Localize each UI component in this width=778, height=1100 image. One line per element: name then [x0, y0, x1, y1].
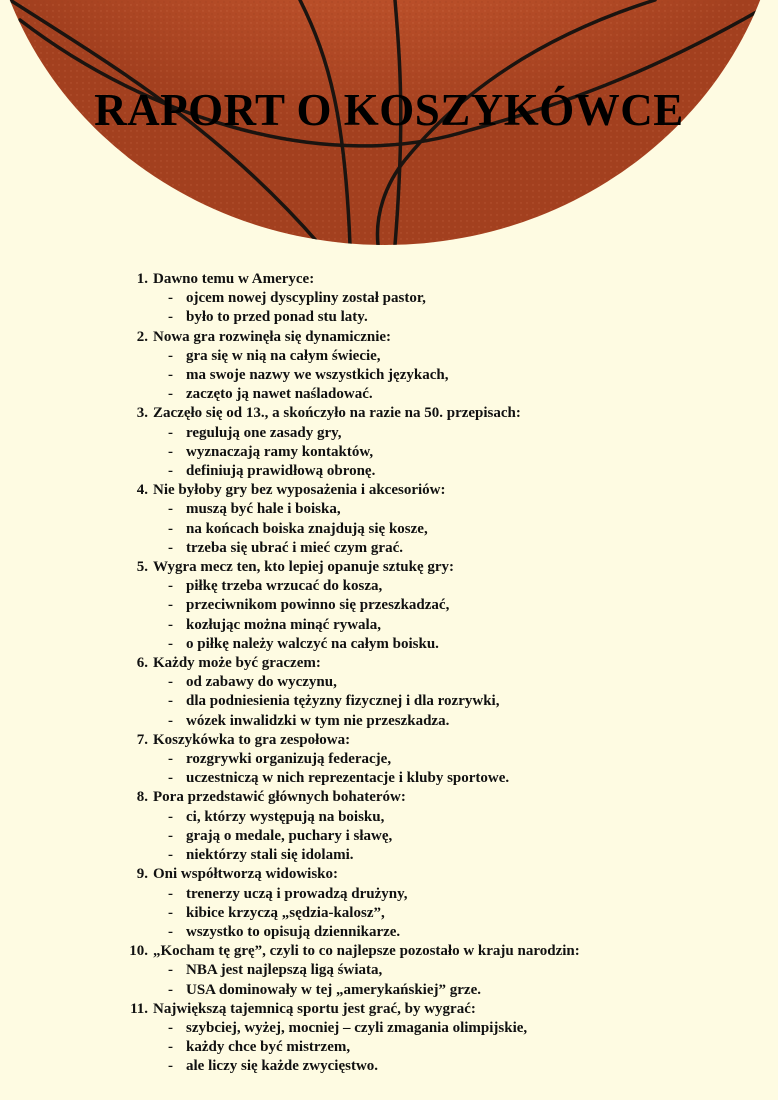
list-item: [118, 328, 758, 405]
sub-item: [118, 539, 758, 558]
sub-item-text: definiują prawidłową obronę.: [186, 463, 376, 480]
dash-bullet: -: [168, 616, 173, 633]
list-item: [118, 404, 758, 481]
item-heading: [118, 404, 758, 423]
sub-item: [118, 769, 758, 788]
sub-item: [118, 635, 758, 654]
sub-item: [118, 443, 758, 462]
page-title: RAPORT O KOSZYKÓWCE: [94, 85, 684, 135]
sub-item-text: każdy chce być mistrzem,: [186, 1039, 351, 1056]
sub-item: [118, 1038, 758, 1057]
item-number: 10.: [129, 943, 148, 960]
dash-bullet: -: [168, 1039, 173, 1056]
sub-item: [118, 616, 758, 635]
dash-bullet: -: [168, 367, 173, 384]
sub-item-text: grają o medale, puchary i sławę,: [186, 827, 393, 844]
dash-bullet: -: [168, 635, 173, 652]
sub-item-text: regulują one zasady gry,: [186, 424, 342, 441]
sub-item: [118, 846, 758, 865]
dash-bullet: -: [168, 309, 173, 326]
sub-item: [118, 961, 758, 980]
item-number: 2.: [136, 328, 148, 345]
list-item: [118, 654, 758, 731]
list-item: [118, 1000, 758, 1077]
dash-bullet: -: [168, 539, 173, 556]
sub-item: [118, 712, 758, 731]
dash-bullet: -: [168, 770, 173, 787]
sub-item: [118, 923, 758, 942]
item-number: 7.: [136, 731, 148, 748]
item-heading: [118, 942, 758, 961]
sub-item-text: gra się w nią na całym świecie,: [186, 347, 381, 364]
dash-bullet: -: [168, 962, 173, 979]
dash-bullet: -: [168, 751, 173, 768]
sub-item-text: kozłując można minąć rywala,: [186, 616, 381, 633]
item-number: 3.: [136, 405, 148, 422]
sub-item: [118, 1019, 758, 1038]
sub-item: [118, 577, 758, 596]
list-item: [118, 270, 758, 328]
list-item: [118, 558, 758, 654]
dash-bullet: -: [168, 693, 173, 710]
sub-item-text: niektórzy stali się idolami.: [186, 847, 354, 864]
dash-bullet: -: [168, 578, 173, 595]
item-number: 11.: [130, 1000, 148, 1017]
dash-bullet: -: [168, 885, 173, 902]
sub-item: [118, 885, 758, 904]
sub-item-text: od zabawy do wyczynu,: [186, 674, 337, 691]
sub-item-text: wózek inwalidzki w tym nie przeszkadza.: [186, 712, 450, 729]
sub-item-text: NBA jest najlepszą ligą świata,: [186, 962, 383, 979]
item-text: Wygra mecz ten, kto lepiej opanuje sztukę gry:: [153, 559, 455, 576]
dash-bullet: -: [168, 290, 173, 307]
item-number: 9.: [136, 866, 148, 883]
item-heading: [118, 788, 758, 807]
sub-item: [118, 692, 758, 711]
sub-item-text: kibice krzyczą „sędzia-kalosz”,: [186, 904, 385, 921]
item-text: Dawno temu w Ameryce:: [153, 271, 315, 287]
sub-item-text: ci, którzy występują na boisku,: [186, 808, 385, 825]
item-text: Największą tajemnicą sportu jest grać, by wygrać:: [153, 1000, 476, 1017]
item-number: 5.: [136, 559, 148, 576]
list-item: [118, 481, 758, 558]
item-heading: [118, 328, 758, 347]
dash-bullet: -: [168, 827, 173, 844]
sub-item-text: piłkę trzeba wrzucać do kosza,: [186, 578, 383, 595]
item-heading: [118, 654, 758, 673]
sub-item-text: wyznaczają ramy kontaktów,: [186, 443, 374, 460]
list-item: [118, 942, 758, 1000]
sub-item-text: rozgrywki organizują federacje,: [186, 751, 392, 768]
sub-item: [118, 500, 758, 519]
item-heading: [118, 865, 758, 884]
dash-bullet: -: [168, 923, 173, 940]
sub-item-text: ma swoje nazwy we wszystkich językach,: [186, 367, 449, 384]
sub-item: [118, 520, 758, 539]
item-heading: [118, 1000, 758, 1019]
dash-bullet: -: [168, 847, 173, 864]
dash-bullet: -: [168, 712, 173, 729]
item-text: Każdy może być graczem:: [153, 655, 321, 672]
item-text: Nowa gra rozwinęła się dynamicznie:: [153, 328, 392, 345]
sub-item-text: przeciwnikom powinno się przeszkadzać,: [186, 597, 450, 614]
item-text: Nie byłoby gry bez wyposażenia i akcesoriów:: [153, 482, 446, 499]
sub-item: [118, 808, 758, 827]
sub-item: [118, 596, 758, 615]
dash-bullet: -: [168, 386, 173, 403]
sub-item-text: było to przed ponad stu laty.: [186, 309, 368, 326]
item-heading: [118, 558, 758, 577]
list-item: [118, 865, 758, 942]
item-number: 4.: [136, 482, 148, 499]
list-item: [118, 731, 758, 789]
sub-item-text: na końcach boiska znajdują się kosze,: [186, 520, 428, 537]
item-number: 8.: [136, 789, 148, 806]
sub-item: [118, 904, 758, 923]
dash-bullet: -: [168, 981, 173, 998]
sub-item-text: ale liczy się każde zwycięstwo.: [186, 1058, 379, 1075]
dash-bullet: -: [168, 501, 173, 518]
dash-bullet: -: [168, 463, 173, 480]
sub-item: [118, 289, 758, 308]
sub-item: [118, 673, 758, 692]
sub-item-text: dla podniesienia tężyzny fizycznej i dla rozrywki,: [186, 693, 500, 710]
sub-item: [118, 750, 758, 769]
item-number: 1.: [136, 271, 148, 287]
sub-item: [118, 347, 758, 366]
dash-bullet: -: [168, 443, 173, 460]
sub-item: [118, 1057, 758, 1076]
item-text: Oni współtworzą widowisko:: [153, 866, 339, 883]
dash-bullet: -: [168, 1019, 173, 1036]
dash-bullet: -: [168, 808, 173, 825]
sub-item: [118, 827, 758, 846]
sub-item-text: szybciej, wyżej, mocniej – czyli zmagania olimpijskie,: [186, 1019, 528, 1036]
item-number: 6.: [136, 655, 148, 672]
sub-item: [118, 366, 758, 385]
item-text: Pora przedstawić głównych bohaterów:: [153, 789, 406, 806]
sub-item-text: o piłkę należy walczyć na całym boisku.: [186, 635, 439, 652]
item-heading: [118, 270, 758, 289]
item-text: Koszykówka to gra zespołowa:: [153, 731, 351, 748]
item-heading: [118, 481, 758, 500]
dash-bullet: -: [168, 520, 173, 537]
sub-item-text: wszystko to opisują dziennikarze.: [186, 923, 401, 940]
dash-bullet: -: [168, 597, 173, 614]
item-text: „Kocham tę grę”, czyli to co najlepsze pozostało w kraju narodzin:: [153, 943, 580, 960]
sub-item: [118, 308, 758, 327]
dash-bullet: -: [168, 1058, 173, 1075]
outline-list: [118, 270, 758, 1077]
sub-item: [118, 424, 758, 443]
sub-item-text: trenerzy uczą i prowadzą drużyny,: [186, 885, 408, 902]
sub-item: [118, 462, 758, 481]
dash-bullet: -: [168, 347, 173, 364]
sub-item-text: uczestniczą w nich reprezentacje i kluby sportowe.: [186, 770, 510, 787]
dash-bullet: -: [168, 904, 173, 921]
sub-item-text: USA dominowały w tej „amerykańskiej” grze.: [186, 981, 481, 998]
sub-item-text: trzeba się ubrać i mieć czym grać.: [186, 539, 403, 556]
dash-bullet: -: [168, 674, 173, 691]
item-heading: [118, 731, 758, 750]
dash-bullet: -: [168, 424, 173, 441]
sub-item: [118, 981, 758, 1000]
sub-item-text: muszą być hale i boiska,: [186, 501, 341, 518]
list-item: [118, 788, 758, 865]
sub-item-text: zaczęto ją nawet naśladować.: [186, 386, 373, 403]
sub-item-text: ojcem nowej dyscypliny został pastor,: [186, 290, 426, 307]
item-text: Zaczęło się od 13., a skończyło na razie na 50. przepisach:: [153, 405, 521, 422]
sub-item: [118, 385, 758, 404]
